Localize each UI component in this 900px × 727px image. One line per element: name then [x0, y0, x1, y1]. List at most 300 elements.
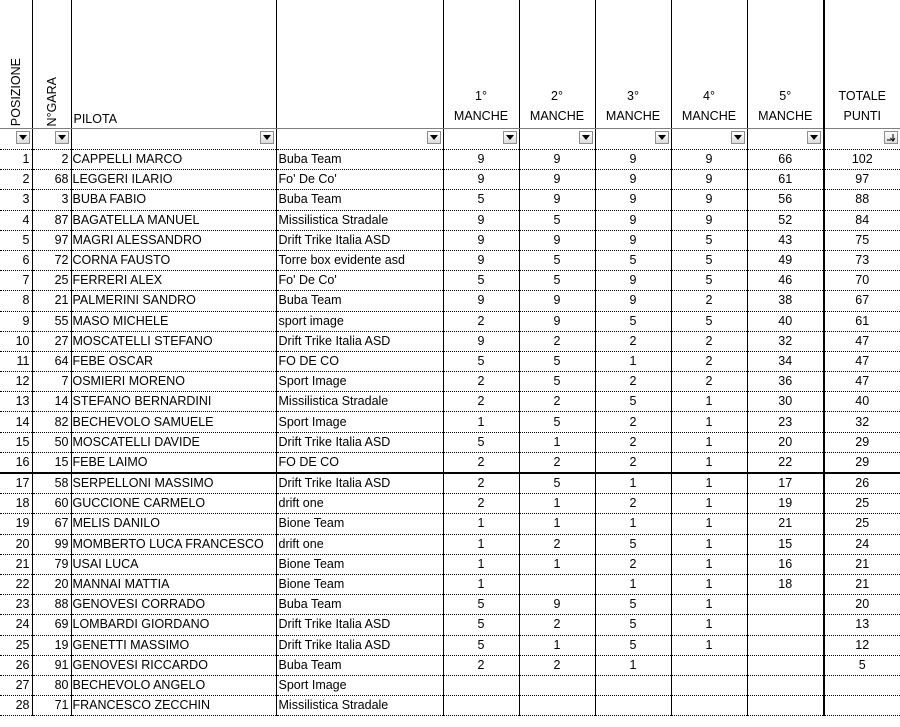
cell-team[interactable]: Missilistica Stradale — [276, 392, 443, 412]
cell-totale-punti[interactable]: 5 — [824, 655, 900, 675]
header-manche-2[interactable]: 2° MANCHE — [519, 0, 595, 129]
cell-n-gara[interactable]: 25 — [32, 271, 71, 291]
cell-n-gara[interactable]: 80 — [32, 675, 71, 695]
cell-pilota[interactable]: SERPELLONI MASSIMO — [71, 473, 276, 494]
cell-pilota[interactable]: CORNA FAUSTO — [71, 250, 276, 270]
cell-manche-2[interactable]: 5 — [519, 473, 595, 494]
cell-manche-4[interactable]: 1 — [671, 554, 747, 574]
cell-posizione[interactable]: 25 — [0, 635, 32, 655]
cell-team[interactable]: Buba Team — [276, 595, 443, 615]
cell-manche-1[interactable]: 2 — [443, 392, 519, 412]
cell-posizione[interactable]: 22 — [0, 574, 32, 594]
cell-n-gara[interactable]: 67 — [32, 514, 71, 534]
cell-manche-5[interactable] — [747, 696, 824, 716]
cell-n-gara[interactable]: 60 — [32, 494, 71, 514]
cell-manche-4[interactable]: 1 — [671, 432, 747, 452]
cell-pilota[interactable]: MAGRI ALESSANDRO — [71, 230, 276, 250]
cell-pilota[interactable]: BECHEVOLO ANGELO — [71, 675, 276, 695]
cell-manche-2[interactable]: 2 — [519, 331, 595, 351]
cell-manche-3[interactable]: 2 — [595, 452, 671, 473]
cell-manche-4[interactable]: 1 — [671, 514, 747, 534]
filter-manche-3-button[interactable] — [655, 131, 669, 144]
cell-manche-2[interactable]: 2 — [519, 534, 595, 554]
cell-manche-3[interactable]: 5 — [595, 250, 671, 270]
cell-team[interactable]: Drift Trike Italia ASD — [276, 615, 443, 635]
cell-manche-1[interactable]: 9 — [443, 170, 519, 190]
cell-manche-2[interactable] — [519, 696, 595, 716]
cell-totale-punti[interactable]: 75 — [824, 230, 900, 250]
cell-manche-2[interactable]: 5 — [519, 271, 595, 291]
cell-manche-1[interactable]: 2 — [443, 655, 519, 675]
cell-manche-2[interactable]: 5 — [519, 372, 595, 392]
cell-team[interactable]: Fo' De Co' — [276, 170, 443, 190]
cell-manche-4[interactable] — [671, 655, 747, 675]
cell-team[interactable]: Drift Trike Italia ASD — [276, 635, 443, 655]
cell-totale-punti[interactable]: 88 — [824, 190, 900, 210]
cell-pilota[interactable]: LEGGERI ILARIO — [71, 170, 276, 190]
cell-n-gara[interactable]: 88 — [32, 595, 71, 615]
cell-manche-3[interactable]: 1 — [595, 655, 671, 675]
cell-manche-4[interactable] — [671, 675, 747, 695]
cell-team[interactable]: Drift Trike Italia ASD — [276, 230, 443, 250]
cell-manche-3[interactable]: 9 — [595, 210, 671, 230]
cell-pilota[interactable]: BECHEVOLO SAMUELE — [71, 412, 276, 432]
cell-team[interactable]: Buba Team — [276, 291, 443, 311]
filter-totale-sort-button[interactable] — [884, 131, 898, 144]
header-manche-4[interactable]: 4° MANCHE — [671, 0, 747, 129]
cell-team[interactable]: FO DE CO — [276, 452, 443, 473]
cell-team[interactable]: Fo' De Co' — [276, 271, 443, 291]
cell-manche-1[interactable]: 5 — [443, 432, 519, 452]
cell-manche-5[interactable] — [747, 655, 824, 675]
cell-totale-punti[interactable]: 61 — [824, 311, 900, 331]
cell-totale-punti[interactable]: 29 — [824, 432, 900, 452]
cell-manche-2[interactable]: 1 — [519, 514, 595, 534]
cell-manche-3[interactable]: 9 — [595, 291, 671, 311]
cell-manche-5[interactable]: 46 — [747, 271, 824, 291]
cell-team[interactable]: Buba Team — [276, 190, 443, 210]
cell-n-gara[interactable]: 27 — [32, 331, 71, 351]
cell-totale-punti[interactable]: 32 — [824, 412, 900, 432]
cell-manche-3[interactable]: 5 — [595, 635, 671, 655]
cell-manche-1[interactable]: 1 — [443, 574, 519, 594]
cell-n-gara[interactable]: 50 — [32, 432, 71, 452]
cell-manche-3[interactable]: 5 — [595, 392, 671, 412]
cell-manche-1[interactable] — [443, 696, 519, 716]
filter-posizione-button[interactable] — [16, 131, 30, 144]
cell-manche-1[interactable]: 5 — [443, 635, 519, 655]
cell-manche-1[interactable]: 5 — [443, 595, 519, 615]
cell-pilota[interactable]: CAPPELLI MARCO — [71, 150, 276, 170]
cell-manche-1[interactable]: 2 — [443, 452, 519, 473]
cell-team[interactable]: Sport Image — [276, 412, 443, 432]
cell-manche-1[interactable]: 2 — [443, 311, 519, 331]
cell-manche-2[interactable]: 2 — [519, 615, 595, 635]
cell-pilota[interactable]: MANNAI MATTIA — [71, 574, 276, 594]
cell-manche-3[interactable]: 1 — [595, 514, 671, 534]
cell-manche-1[interactable]: 2 — [443, 473, 519, 494]
cell-totale-punti[interactable]: 24 — [824, 534, 900, 554]
cell-manche-2[interactable]: 5 — [519, 250, 595, 270]
cell-manche-3[interactable]: 5 — [595, 595, 671, 615]
cell-pilota[interactable]: FERRERI ALEX — [71, 271, 276, 291]
cell-posizione[interactable]: 3 — [0, 190, 32, 210]
cell-manche-3[interactable]: 9 — [595, 170, 671, 190]
cell-manche-1[interactable]: 1 — [443, 514, 519, 534]
cell-totale-punti[interactable]: 29 — [824, 452, 900, 473]
cell-posizione[interactable]: 27 — [0, 675, 32, 695]
cell-manche-4[interactable]: 2 — [671, 291, 747, 311]
cell-team[interactable]: Drift Trike Italia ASD — [276, 473, 443, 494]
cell-totale-punti[interactable]: 84 — [824, 210, 900, 230]
cell-n-gara[interactable]: 7 — [32, 372, 71, 392]
cell-manche-5[interactable]: 23 — [747, 412, 824, 432]
cell-totale-punti[interactable]: 21 — [824, 574, 900, 594]
cell-manche-1[interactable]: 2 — [443, 372, 519, 392]
filter-manche-5-button[interactable] — [807, 131, 821, 144]
cell-manche-2[interactable]: 9 — [519, 595, 595, 615]
cell-posizione[interactable]: 1 — [0, 150, 32, 170]
cell-pilota[interactable]: GUCCIONE CARMELO — [71, 494, 276, 514]
cell-manche-1[interactable]: 9 — [443, 150, 519, 170]
cell-manche-4[interactable]: 9 — [671, 190, 747, 210]
cell-manche-3[interactable]: 2 — [595, 494, 671, 514]
cell-manche-1[interactable]: 9 — [443, 291, 519, 311]
cell-manche-2[interactable]: 5 — [519, 351, 595, 371]
cell-manche-2[interactable]: 2 — [519, 452, 595, 473]
cell-pilota[interactable]: GENOVESI CORRADO — [71, 595, 276, 615]
cell-posizione[interactable]: 16 — [0, 452, 32, 473]
cell-manche-4[interactable]: 1 — [671, 574, 747, 594]
cell-posizione[interactable]: 17 — [0, 473, 32, 494]
cell-manche-4[interactable]: 2 — [671, 372, 747, 392]
cell-manche-4[interactable]: 1 — [671, 392, 747, 412]
cell-totale-punti[interactable]: 70 — [824, 271, 900, 291]
cell-pilota[interactable]: MOSCATELLI DAVIDE — [71, 432, 276, 452]
cell-manche-3[interactable]: 9 — [595, 150, 671, 170]
cell-manche-5[interactable]: 66 — [747, 150, 824, 170]
cell-manche-5[interactable]: 56 — [747, 190, 824, 210]
cell-totale-punti[interactable]: 12 — [824, 635, 900, 655]
cell-pilota[interactable]: USAI LUCA — [71, 554, 276, 574]
cell-n-gara[interactable]: 68 — [32, 170, 71, 190]
cell-totale-punti[interactable]: 97 — [824, 170, 900, 190]
cell-manche-3[interactable]: 5 — [595, 615, 671, 635]
filter-manche-2-button[interactable] — [579, 131, 593, 144]
cell-manche-4[interactable]: 9 — [671, 150, 747, 170]
cell-posizione[interactable]: 15 — [0, 432, 32, 452]
cell-manche-3[interactable] — [595, 696, 671, 716]
cell-team[interactable]: drift one — [276, 534, 443, 554]
cell-totale-punti[interactable]: 47 — [824, 351, 900, 371]
cell-posizione[interactable]: 26 — [0, 655, 32, 675]
cell-manche-5[interactable] — [747, 675, 824, 695]
cell-posizione[interactable]: 11 — [0, 351, 32, 371]
cell-team[interactable]: Sport Image — [276, 675, 443, 695]
cell-pilota[interactable]: FEBE LAIMO — [71, 452, 276, 473]
cell-manche-5[interactable] — [747, 615, 824, 635]
header-n-gara[interactable]: N°GARA — [32, 0, 71, 129]
cell-team[interactable]: Drift Trike Italia ASD — [276, 432, 443, 452]
cell-manche-5[interactable]: 38 — [747, 291, 824, 311]
header-manche-5[interactable]: 5° MANCHE — [747, 0, 824, 129]
cell-manche-2[interactable]: 5 — [519, 412, 595, 432]
cell-manche-1[interactable]: 5 — [443, 190, 519, 210]
cell-pilota[interactable]: MASO MICHELE — [71, 311, 276, 331]
cell-posizione[interactable]: 4 — [0, 210, 32, 230]
cell-manche-4[interactable]: 2 — [671, 351, 747, 371]
cell-manche-4[interactable]: 9 — [671, 170, 747, 190]
filter-team-button[interactable] — [427, 131, 441, 144]
cell-manche-3[interactable]: 2 — [595, 412, 671, 432]
cell-manche-1[interactable]: 5 — [443, 615, 519, 635]
cell-n-gara[interactable]: 69 — [32, 615, 71, 635]
cell-manche-1[interactable]: 2 — [443, 494, 519, 514]
cell-manche-2[interactable]: 1 — [519, 635, 595, 655]
cell-posizione[interactable]: 5 — [0, 230, 32, 250]
cell-n-gara[interactable]: 87 — [32, 210, 71, 230]
cell-manche-2[interactable]: 9 — [519, 190, 595, 210]
cell-manche-5[interactable]: 32 — [747, 331, 824, 351]
cell-n-gara[interactable]: 79 — [32, 554, 71, 574]
cell-manche-3[interactable]: 1 — [595, 351, 671, 371]
filter-n-gara-button[interactable] — [55, 131, 69, 144]
cell-manche-4[interactable]: 1 — [671, 494, 747, 514]
cell-pilota[interactable]: FRANCESCO ZECCHIN — [71, 696, 276, 716]
cell-manche-4[interactable]: 1 — [671, 412, 747, 432]
cell-team[interactable]: Sport Image — [276, 372, 443, 392]
cell-n-gara[interactable]: 19 — [32, 635, 71, 655]
cell-team[interactable]: Drift Trike Italia ASD — [276, 331, 443, 351]
cell-team[interactable]: Torre box evidente asd — [276, 250, 443, 270]
cell-pilota[interactable]: MOMBERTO LUCA FRANCESCO — [71, 534, 276, 554]
cell-posizione[interactable]: 24 — [0, 615, 32, 635]
cell-n-gara[interactable]: 55 — [32, 311, 71, 331]
header-manche-1[interactable]: 1° MANCHE — [443, 0, 519, 129]
cell-manche-5[interactable]: 30 — [747, 392, 824, 412]
cell-team[interactable]: Bione Team — [276, 554, 443, 574]
cell-manche-5[interactable]: 34 — [747, 351, 824, 371]
cell-posizione[interactable]: 8 — [0, 291, 32, 311]
cell-team[interactable]: Bione Team — [276, 574, 443, 594]
cell-totale-punti[interactable]: 40 — [824, 392, 900, 412]
cell-posizione[interactable]: 9 — [0, 311, 32, 331]
cell-manche-1[interactable] — [443, 675, 519, 695]
cell-posizione[interactable]: 28 — [0, 696, 32, 716]
cell-manche-4[interactable] — [671, 696, 747, 716]
cell-manche-4[interactable]: 1 — [671, 595, 747, 615]
cell-manche-1[interactable]: 9 — [443, 250, 519, 270]
cell-manche-2[interactable]: 9 — [519, 311, 595, 331]
cell-n-gara[interactable]: 2 — [32, 150, 71, 170]
cell-n-gara[interactable]: 64 — [32, 351, 71, 371]
cell-pilota[interactable]: STEFANO BERNARDINI — [71, 392, 276, 412]
cell-manche-3[interactable]: 1 — [595, 574, 671, 594]
cell-team[interactable]: Buba Team — [276, 150, 443, 170]
cell-team[interactable]: Missilistica Stradale — [276, 210, 443, 230]
cell-manche-3[interactable]: 1 — [595, 473, 671, 494]
cell-manche-2[interactable]: 1 — [519, 494, 595, 514]
cell-manche-4[interactable]: 9 — [671, 210, 747, 230]
cell-manche-1[interactable]: 9 — [443, 331, 519, 351]
filter-manche-1-button[interactable] — [503, 131, 517, 144]
cell-n-gara[interactable]: 99 — [32, 534, 71, 554]
cell-manche-5[interactable]: 36 — [747, 372, 824, 392]
cell-manche-1[interactable]: 5 — [443, 271, 519, 291]
cell-manche-1[interactable]: 5 — [443, 351, 519, 371]
cell-manche-5[interactable]: 18 — [747, 574, 824, 594]
cell-posizione[interactable]: 7 — [0, 271, 32, 291]
cell-totale-punti[interactable]: 47 — [824, 331, 900, 351]
cell-pilota[interactable]: LOMBARDI GIORDANO — [71, 615, 276, 635]
cell-totale-punti[interactable]: 26 — [824, 473, 900, 494]
cell-manche-4[interactable]: 1 — [671, 635, 747, 655]
cell-manche-5[interactable]: 61 — [747, 170, 824, 190]
cell-manche-1[interactable]: 1 — [443, 554, 519, 574]
cell-manche-5[interactable]: 21 — [747, 514, 824, 534]
cell-manche-5[interactable] — [747, 635, 824, 655]
cell-totale-punti[interactable]: 73 — [824, 250, 900, 270]
cell-team[interactable]: Buba Team — [276, 655, 443, 675]
cell-manche-2[interactable] — [519, 675, 595, 695]
cell-manche-3[interactable] — [595, 675, 671, 695]
cell-manche-2[interactable] — [519, 574, 595, 594]
cell-manche-3[interactable]: 5 — [595, 311, 671, 331]
cell-pilota[interactable]: BAGATELLA MANUEL — [71, 210, 276, 230]
cell-manche-1[interactable]: 9 — [443, 230, 519, 250]
cell-manche-5[interactable]: 40 — [747, 311, 824, 331]
cell-n-gara[interactable]: 20 — [32, 574, 71, 594]
cell-pilota[interactable]: PALMERINI SANDRO — [71, 291, 276, 311]
cell-manche-2[interactable]: 9 — [519, 230, 595, 250]
cell-manche-2[interactable]: 9 — [519, 150, 595, 170]
cell-posizione[interactable]: 12 — [0, 372, 32, 392]
cell-manche-2[interactable]: 2 — [519, 392, 595, 412]
cell-totale-punti[interactable] — [824, 696, 900, 716]
cell-manche-5[interactable]: 52 — [747, 210, 824, 230]
cell-manche-5[interactable]: 22 — [747, 452, 824, 473]
cell-pilota[interactable]: OSMIERI MORENO — [71, 372, 276, 392]
cell-posizione[interactable]: 19 — [0, 514, 32, 534]
cell-totale-punti[interactable] — [824, 675, 900, 695]
cell-posizione[interactable]: 18 — [0, 494, 32, 514]
cell-pilota[interactable]: GENOVESI RICCARDO — [71, 655, 276, 675]
cell-manche-5[interactable]: 15 — [747, 534, 824, 554]
header-pilota[interactable]: PILOTA — [71, 0, 276, 129]
cell-manche-4[interactable]: 5 — [671, 230, 747, 250]
cell-posizione[interactable]: 14 — [0, 412, 32, 432]
cell-n-gara[interactable]: 82 — [32, 412, 71, 432]
cell-n-gara[interactable]: 15 — [32, 452, 71, 473]
cell-manche-5[interactable] — [747, 595, 824, 615]
cell-manche-4[interactable]: 5 — [671, 311, 747, 331]
cell-n-gara[interactable]: 3 — [32, 190, 71, 210]
filter-manche-4-button[interactable] — [731, 131, 745, 144]
cell-pilota[interactable]: BUBA FABIO — [71, 190, 276, 210]
cell-manche-5[interactable]: 19 — [747, 494, 824, 514]
cell-pilota[interactable]: FEBE OSCAR — [71, 351, 276, 371]
cell-manche-3[interactable]: 9 — [595, 190, 671, 210]
cell-posizione[interactable]: 23 — [0, 595, 32, 615]
cell-manche-2[interactable]: 5 — [519, 210, 595, 230]
cell-team[interactable]: drift one — [276, 494, 443, 514]
cell-n-gara[interactable]: 91 — [32, 655, 71, 675]
cell-manche-3[interactable]: 5 — [595, 534, 671, 554]
cell-n-gara[interactable]: 21 — [32, 291, 71, 311]
header-totale-punti[interactable]: TOTALE PUNTI — [824, 0, 900, 129]
cell-manche-3[interactable]: 2 — [595, 554, 671, 574]
cell-manche-2[interactable]: 9 — [519, 291, 595, 311]
cell-totale-punti[interactable]: 102 — [824, 150, 900, 170]
cell-manche-4[interactable]: 5 — [671, 250, 747, 270]
header-team[interactable] — [276, 0, 443, 129]
cell-manche-2[interactable]: 9 — [519, 170, 595, 190]
cell-team[interactable]: FO DE CO — [276, 351, 443, 371]
cell-n-gara[interactable]: 71 — [32, 696, 71, 716]
cell-pilota[interactable]: MELIS DANILO — [71, 514, 276, 534]
cell-totale-punti[interactable]: 25 — [824, 514, 900, 534]
cell-posizione[interactable]: 2 — [0, 170, 32, 190]
cell-team[interactable]: Bione Team — [276, 514, 443, 534]
cell-totale-punti[interactable]: 21 — [824, 554, 900, 574]
cell-manche-2[interactable]: 1 — [519, 432, 595, 452]
cell-n-gara[interactable]: 58 — [32, 473, 71, 494]
cell-manche-5[interactable]: 16 — [747, 554, 824, 574]
cell-manche-3[interactable]: 9 — [595, 271, 671, 291]
cell-pilota[interactable]: GENETTI MASSIMO — [71, 635, 276, 655]
cell-manche-5[interactable]: 20 — [747, 432, 824, 452]
cell-manche-2[interactable]: 2 — [519, 655, 595, 675]
cell-manche-4[interactable]: 5 — [671, 271, 747, 291]
cell-n-gara[interactable]: 72 — [32, 250, 71, 270]
cell-manche-5[interactable]: 49 — [747, 250, 824, 270]
cell-posizione[interactable]: 13 — [0, 392, 32, 412]
cell-manche-3[interactable]: 2 — [595, 372, 671, 392]
filter-pilota-button[interactable] — [260, 131, 274, 144]
cell-manche-4[interactable]: 1 — [671, 473, 747, 494]
cell-manche-4[interactable]: 1 — [671, 534, 747, 554]
cell-pilota[interactable]: MOSCATELLI STEFANO — [71, 331, 276, 351]
cell-manche-3[interactable]: 2 — [595, 331, 671, 351]
cell-totale-punti[interactable]: 13 — [824, 615, 900, 635]
cell-team[interactable]: Missilistica Stradale — [276, 696, 443, 716]
cell-manche-2[interactable]: 1 — [519, 554, 595, 574]
cell-totale-punti[interactable]: 25 — [824, 494, 900, 514]
cell-n-gara[interactable]: 97 — [32, 230, 71, 250]
cell-team[interactable]: sport image — [276, 311, 443, 331]
cell-manche-3[interactable]: 2 — [595, 432, 671, 452]
cell-manche-5[interactable]: 17 — [747, 473, 824, 494]
cell-posizione[interactable]: 20 — [0, 534, 32, 554]
cell-manche-1[interactable]: 1 — [443, 534, 519, 554]
cell-posizione[interactable]: 21 — [0, 554, 32, 574]
header-manche-3[interactable]: 3° MANCHE — [595, 0, 671, 129]
header-posizione[interactable]: POSIZIONE — [0, 0, 32, 129]
cell-manche-4[interactable]: 1 — [671, 615, 747, 635]
cell-n-gara[interactable]: 14 — [32, 392, 71, 412]
cell-manche-3[interactable]: 9 — [595, 230, 671, 250]
cell-totale-punti[interactable]: 67 — [824, 291, 900, 311]
cell-totale-punti[interactable]: 47 — [824, 372, 900, 392]
cell-manche-1[interactable]: 1 — [443, 412, 519, 432]
cell-manche-4[interactable]: 2 — [671, 331, 747, 351]
cell-manche-1[interactable]: 9 — [443, 210, 519, 230]
cell-manche-5[interactable]: 43 — [747, 230, 824, 250]
cell-totale-punti[interactable]: 20 — [824, 595, 900, 615]
cell-manche-4[interactable]: 1 — [671, 452, 747, 473]
cell-posizione[interactable]: 6 — [0, 250, 32, 270]
cell-posizione[interactable]: 10 — [0, 331, 32, 351]
